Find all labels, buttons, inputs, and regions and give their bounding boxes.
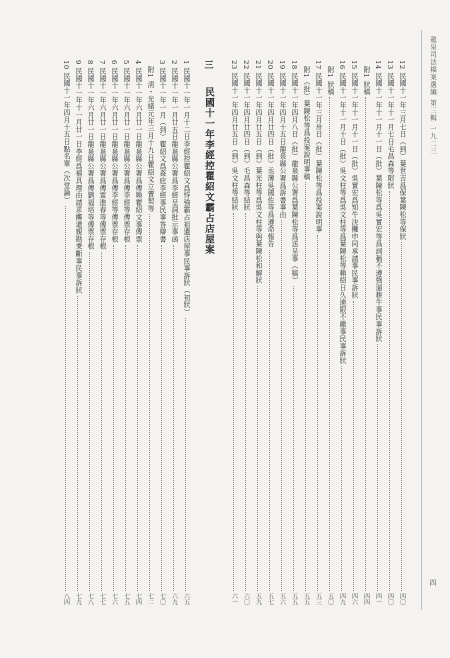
toc-entry-text: 3 民國十一年一月（到）瞿紹文爲姦庇李經事民事答辯書 bbox=[158, 60, 166, 243]
toc-entry bbox=[290, 60, 298, 605]
toc-entry-text: 8 民國十一年六月廿一日龍泉縣公署爲傳劉福培等傳票存根 bbox=[86, 60, 94, 250]
leader-dots bbox=[257, 286, 259, 591]
toc-entry-page: 五三 bbox=[314, 593, 322, 605]
toc-entry-text: 10 民國十一年四月十五日點名單（次堂論） bbox=[62, 60, 70, 204]
toc-entry-page: 四四 bbox=[362, 593, 370, 605]
toc-entry-page: 七八 bbox=[86, 593, 94, 605]
leader-dots bbox=[149, 214, 151, 591]
toc-entry bbox=[122, 60, 130, 605]
leader-dots bbox=[125, 245, 127, 591]
toc-entry-page: 七七 bbox=[98, 593, 106, 605]
leader-dots bbox=[341, 366, 343, 591]
toc-entry-page: 五〇 bbox=[326, 593, 334, 605]
toc-entry-text: 21 民國十一年四月廿五日（到）葉光柱等爲吳文柱等與葉陳松和解狀 bbox=[254, 60, 262, 285]
toc-entry bbox=[170, 60, 178, 605]
toc-entry-page: 五九 bbox=[254, 593, 262, 605]
toc-entry bbox=[242, 60, 250, 605]
leader-dots bbox=[101, 252, 103, 591]
toc-entry-page: 五五 bbox=[290, 593, 298, 605]
toc-entry bbox=[326, 60, 334, 605]
toc-entry-page: 五六 bbox=[278, 593, 286, 605]
toc-entry-page: 七〇 bbox=[158, 593, 166, 605]
toc-entry bbox=[254, 60, 262, 605]
toc-entry-text: 15 民國十一年十一月十一日（批）吳實宏爲知牛決攤申同承請事民事訴狀 bbox=[350, 60, 358, 299]
leader-dots bbox=[281, 220, 283, 591]
running-head: 龍泉司法檔案選編 第三輯 一九二三 bbox=[429, 36, 437, 155]
leader-dots bbox=[245, 213, 247, 591]
leader-dots bbox=[173, 245, 175, 591]
toc-entry-page: 七四 bbox=[134, 593, 142, 605]
toc-entry-page: 五五 bbox=[302, 593, 310, 605]
leader-dots bbox=[305, 182, 307, 591]
toc-entry bbox=[314, 60, 322, 605]
toc-entry bbox=[374, 60, 382, 605]
toc-entry bbox=[74, 60, 82, 605]
toc-entry-text: 16 民國十一年十一月十日（批）吳文柱等爲吳文柱等爲葉陳松等賴紹日久逾限不繳事民事訴狀 bbox=[338, 60, 346, 365]
toc-entry bbox=[362, 60, 370, 605]
toc-entry-text: 19 民國十一年四月十五日龍泉縣公署爲訴書事由 bbox=[278, 60, 286, 219]
toc-entry-text: 20 民國十一年四月廿四日（批）丞薄吳國佐等爲遵命報告 bbox=[266, 60, 274, 248]
leader-dots bbox=[113, 245, 115, 591]
toc-entry bbox=[386, 60, 394, 605]
leader-dots bbox=[77, 296, 79, 591]
leader-dots bbox=[317, 235, 319, 591]
leader-dots bbox=[161, 245, 163, 591]
toc-entry-page: 六九 bbox=[170, 593, 178, 605]
toc-entry bbox=[302, 60, 310, 605]
toc-entry-page: 四〇 bbox=[398, 593, 406, 605]
toc-entry-page: 七九 bbox=[74, 593, 82, 605]
section-number: 三 bbox=[202, 60, 213, 69]
toc-entry-page: 五七 bbox=[266, 593, 274, 605]
toc-entry-page: 六一 bbox=[230, 593, 238, 605]
toc-entry bbox=[134, 60, 142, 605]
toc-entry bbox=[338, 60, 346, 605]
toc-entry-text: 2 民國十一年一月廿五日龍泉縣公署爲李經呈詞批示事函 bbox=[170, 60, 178, 243]
section-title: 民國十一年李經控瞿紹文霸占店屋案 bbox=[203, 87, 214, 255]
toc-entry-page: 四一 bbox=[374, 593, 382, 605]
toc-entry bbox=[158, 60, 166, 605]
toc-entry-text: 14 民國十一年十一月十一日（批）葉陳松等爲吳實宏等爲詞稱不遵強逼耕牛事民事訴狀 bbox=[374, 60, 382, 343]
toc-entry-text: 附1 狀稿 bbox=[362, 66, 370, 96]
toc-entry bbox=[266, 60, 274, 605]
section-heading bbox=[202, 60, 214, 605]
leader-dots bbox=[137, 245, 139, 591]
toc-entry-text: 23 民國十一年四月廿五日（到）吳文柱等結狀 bbox=[230, 60, 238, 212]
leader-dots bbox=[293, 286, 295, 591]
toc-entry-text: 7 民國十一年六月廿一日龍泉縣公署爲傳雷進春等傳票存根 bbox=[98, 60, 106, 250]
toc-entry-text: 附1 淸・光緒元年三月十九日瞿紹文立賣契等 bbox=[146, 66, 154, 213]
leader-dots bbox=[365, 97, 367, 591]
toc-entry-text: 22 民國十一年四月廿四日（到）毛昌森等結狀 bbox=[242, 60, 250, 212]
toc-entry-text: 12 民國十一年三月七日（到）葉世吉爲保葉陳松等保狀 bbox=[398, 60, 406, 241]
toc-entry-text: 附1（批）葉陳松等爲投案說明事稿 bbox=[302, 66, 310, 181]
leader-dots bbox=[269, 250, 271, 591]
toc-entry bbox=[398, 60, 406, 605]
leader-dots bbox=[401, 242, 403, 591]
toc-entry-text: 4 民國十一年六月廿一日龍泉縣公署爲傳喚瞿紹文事傳票 bbox=[134, 60, 142, 243]
toc-entry bbox=[230, 60, 238, 605]
toc-entry bbox=[62, 60, 70, 605]
toc-entry-text: 9 民國十一年十一月廿一日李經爲補具理由請求擲還親勘秉斷事民事訴狀 bbox=[74, 60, 82, 294]
toc-entry bbox=[278, 60, 286, 605]
toc-entry-text: 18 民國十一年四月八日（批）龍泉縣公署爲葉陳松等爲送呈事（稿） bbox=[290, 60, 298, 285]
toc-entry-page: 七六 bbox=[110, 593, 118, 605]
leader-dots bbox=[389, 191, 391, 591]
leader-dots bbox=[65, 206, 67, 591]
toc-entry-page: 七五 bbox=[122, 593, 130, 605]
toc-entry-text: 5 民國十一年六月廿一日龍泉縣公署爲傳李經等傳票存根 bbox=[122, 60, 130, 243]
toc-entry bbox=[98, 60, 106, 605]
toc-entry bbox=[350, 60, 358, 605]
leader-dots bbox=[233, 213, 235, 591]
toc-entry-text: 17 民國十一年三月卅日（批）葉陳松等爲投案說明事 bbox=[314, 60, 322, 233]
toc-entry-page: 六〇 bbox=[242, 593, 250, 605]
toc-entry-page: 四九 bbox=[338, 593, 346, 605]
leader-dots bbox=[185, 318, 187, 591]
toc-entry-page: 六五 bbox=[182, 593, 190, 605]
toc-entry-page: 四六 bbox=[350, 593, 358, 605]
toc-entry bbox=[86, 60, 94, 605]
toc-entry-page: 四〇 bbox=[386, 593, 394, 605]
leader-dots bbox=[353, 301, 355, 591]
toc-entry-text: 13 民國十一年十一月七日毛昌森等限狀 bbox=[386, 60, 394, 190]
leader-dots bbox=[329, 97, 331, 591]
toc-entry bbox=[146, 60, 154, 605]
page-number: 四 bbox=[429, 579, 437, 586]
toc-entry bbox=[182, 60, 190, 605]
leader-dots bbox=[377, 344, 379, 591]
toc-entry-text: 附1 狀稿 bbox=[326, 66, 334, 96]
toc-entry-text: 6 民國十一年六月廿一日龍泉縣公署爲傳李經等傳票存根 bbox=[110, 60, 118, 243]
header-rule bbox=[421, 30, 422, 610]
toc-entry-text: 1 民國十一年一月十二日李經控瞿紹文爲恃強霸占祖遺店屋事民事訴狀（初狀） bbox=[182, 60, 190, 316]
leader-dots bbox=[89, 252, 91, 591]
toc-entry-page: 七二 bbox=[146, 593, 154, 605]
toc-entry-page: 八四 bbox=[62, 593, 70, 605]
toc-entry bbox=[110, 60, 118, 605]
